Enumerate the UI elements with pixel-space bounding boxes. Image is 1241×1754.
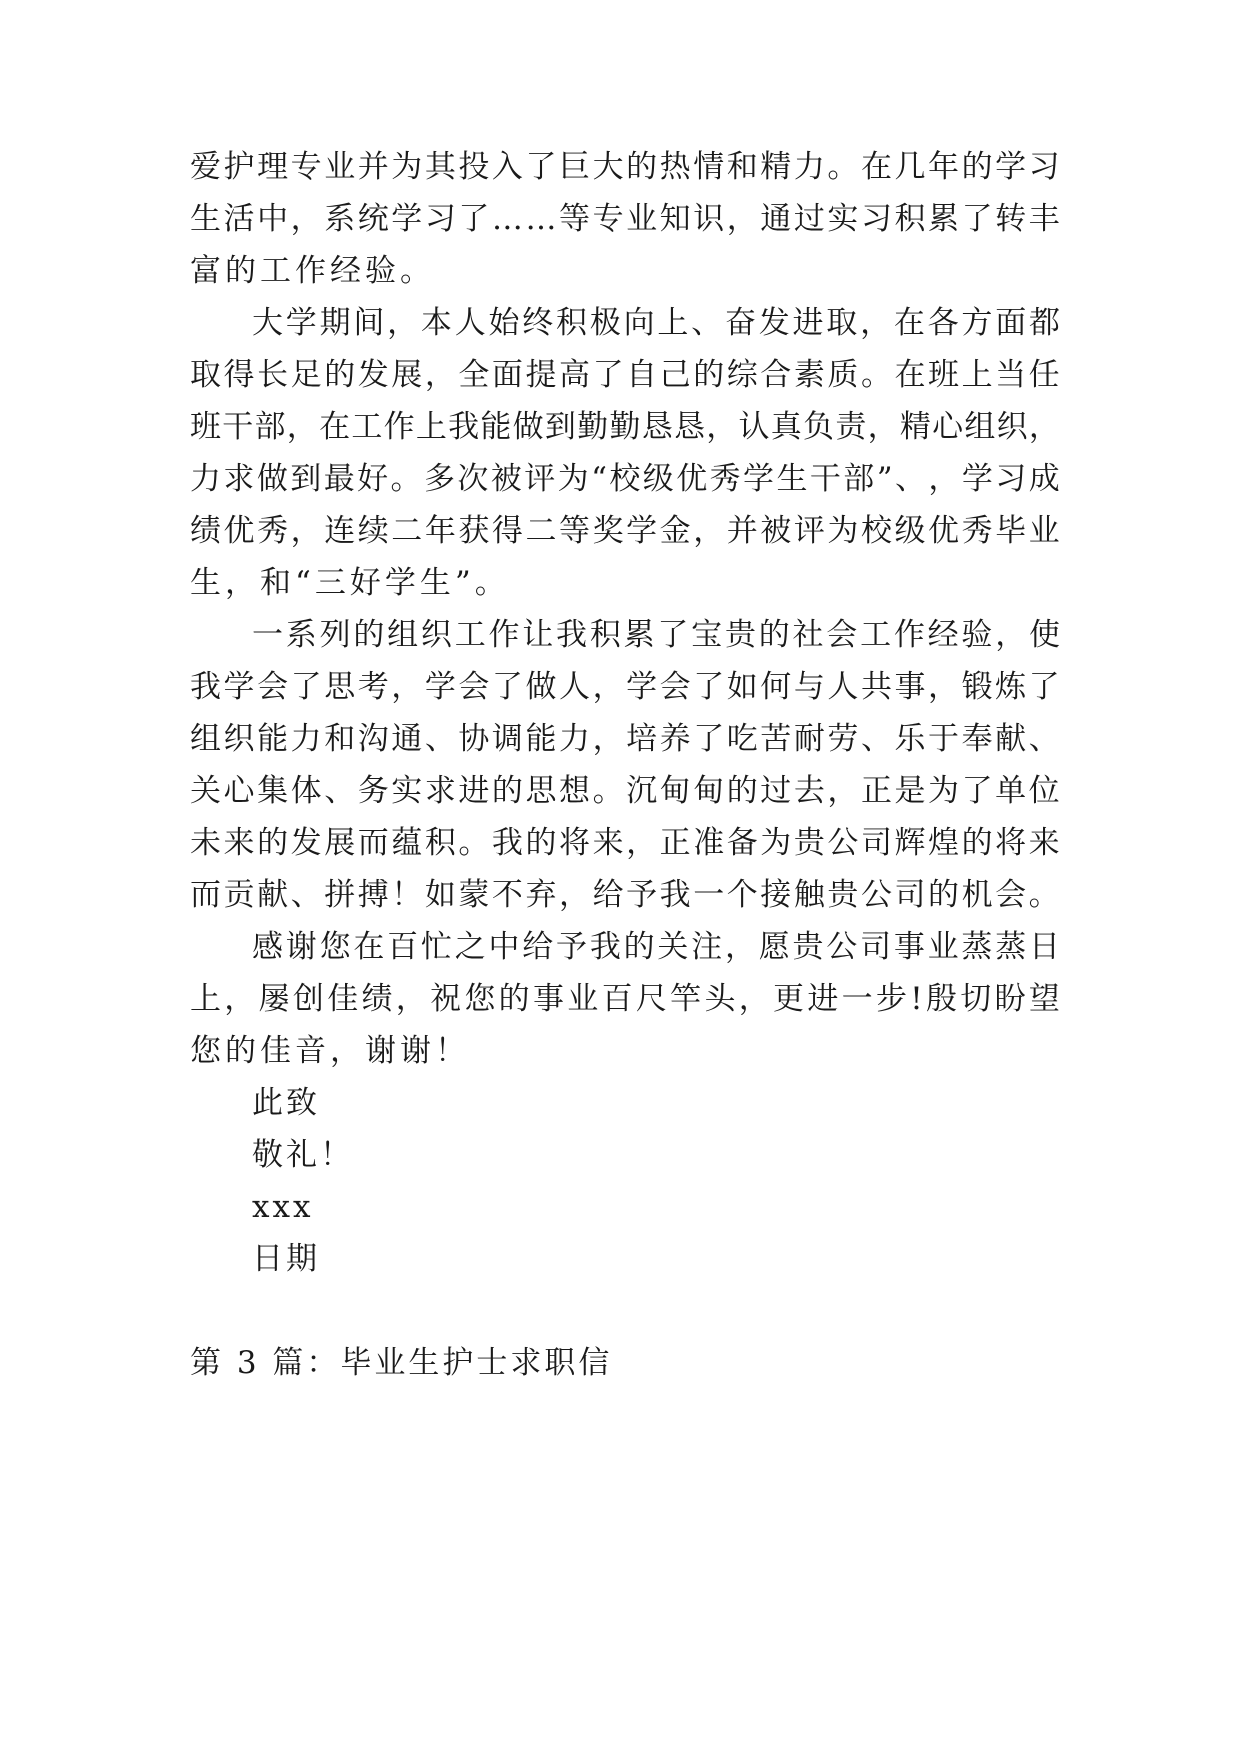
paragraph-1-line-1: 爱 护 理 专 业 并 为 其 投 入 了 巨 大 的 热 情 和 精 力 。 在 几 年 的 学 习 bbox=[190, 149, 1060, 185]
closing-respect: 敬礼！ bbox=[252, 1137, 354, 1173]
paragraph-2-line-2: 取 得 长 足 的 发 展 ， 全 面 提 高 了 自 己 的 综 合 素 质 。 在 班 上 当 任 bbox=[190, 357, 1060, 393]
paragraph-4-line-1: 感 谢 您 在 百 忙 之 中 给 予 我 的 关 注 ， 愿 贵 公 司 事 业 蒸 蒸 日 bbox=[252, 929, 1060, 965]
paragraph-3-line-2: 我 学 会 了 思 考 ， 学 会 了 做 人 ， 学 会 了 如 何 与 人 共 事 ， 锻 炼 了 bbox=[190, 669, 1060, 705]
paragraph-3-line-5: 未 来 的 发 展 而 蕴 积 。 我 的 将 来 ， 正 准 备 为 贵 公 司 辉 煌 的 将 来 bbox=[190, 825, 1060, 861]
closing-signature: xxx bbox=[252, 1189, 314, 1225]
closing-salutation: 此致 bbox=[252, 1085, 320, 1121]
paragraph-3-line-1: 一 系 列 的 组 织 工 作 让 我 积 累 了 宝 贵 的 社 会 工 作 经 验 ， 使 bbox=[252, 617, 1060, 653]
paragraph-4-line-2: 上 ， 屡 创 佳 绩 ， 祝 您 的 事 业 百 尺 竿 头 ， 更 进 一 步 ! 殷 切 盼 望 bbox=[190, 981, 1060, 1017]
paragraph-3-line-6: 而 贡 献 、 拼 搏 ！ 如 蒙 不 弃 ， 给 予 我 一 个 接 触 贵 公 司 的 机 会 。 bbox=[190, 877, 1060, 913]
section-heading: 第 3 篇：毕业生护士求职信 bbox=[190, 1345, 613, 1381]
paragraph-2-line-4: 力 求 做 到 最 好 。 多 次 被 评 为 “ 校 级 优 秀 学 生 干 部 ” 、 ， 学 习 成 bbox=[190, 461, 1060, 497]
paragraph-2-line-6: 生，和“三好学生”。 bbox=[190, 565, 510, 601]
paragraph-4-line-3: 您的佳音，谢谢！ bbox=[190, 1033, 470, 1069]
paragraph-2-line-1: 大 学 期 间 ， 本 人 始 终 积 极 向 上 、 奋 发 进 取 ， 在 各 方 面 都 bbox=[252, 305, 1060, 341]
paragraph-1-line-3: 富的工作经验。 bbox=[190, 253, 435, 289]
closing-date: 日期 bbox=[252, 1241, 320, 1277]
paragraph-3-line-4: 关 心 集 体 、 务 实 求 进 的 思 想 。 沉 甸 甸 的 过 去 ， 正 是 为 了 单 位 bbox=[190, 773, 1060, 809]
paragraph-2-line-5: 绩 优 秀 ， 连 续 二 年 获 得 二 等 奖 学 金 ， 并 被 评 为 校 级 优 秀 毕 业 bbox=[190, 513, 1060, 549]
paragraph-3-line-3: 组 织 能 力 和 沟 通 、 协 调 能 力 ， 培 养 了 吃 苦 耐 劳 、 乐 于 奉 献 、 bbox=[190, 721, 1060, 757]
paragraph-2-line-3: 班 干 部 ， 在 工 作 上 我 能 做 到 勤 勤 恳 恳 ， 认 真 负 责 ， 精 心 组 织 ， bbox=[190, 409, 1060, 445]
paragraph-1-line-2: 生 活 中 ， 系 统 学 习 了 … … 等 专 业 知 识 ， 通 过 实 习 积 累 了 转 丰 bbox=[190, 201, 1060, 237]
